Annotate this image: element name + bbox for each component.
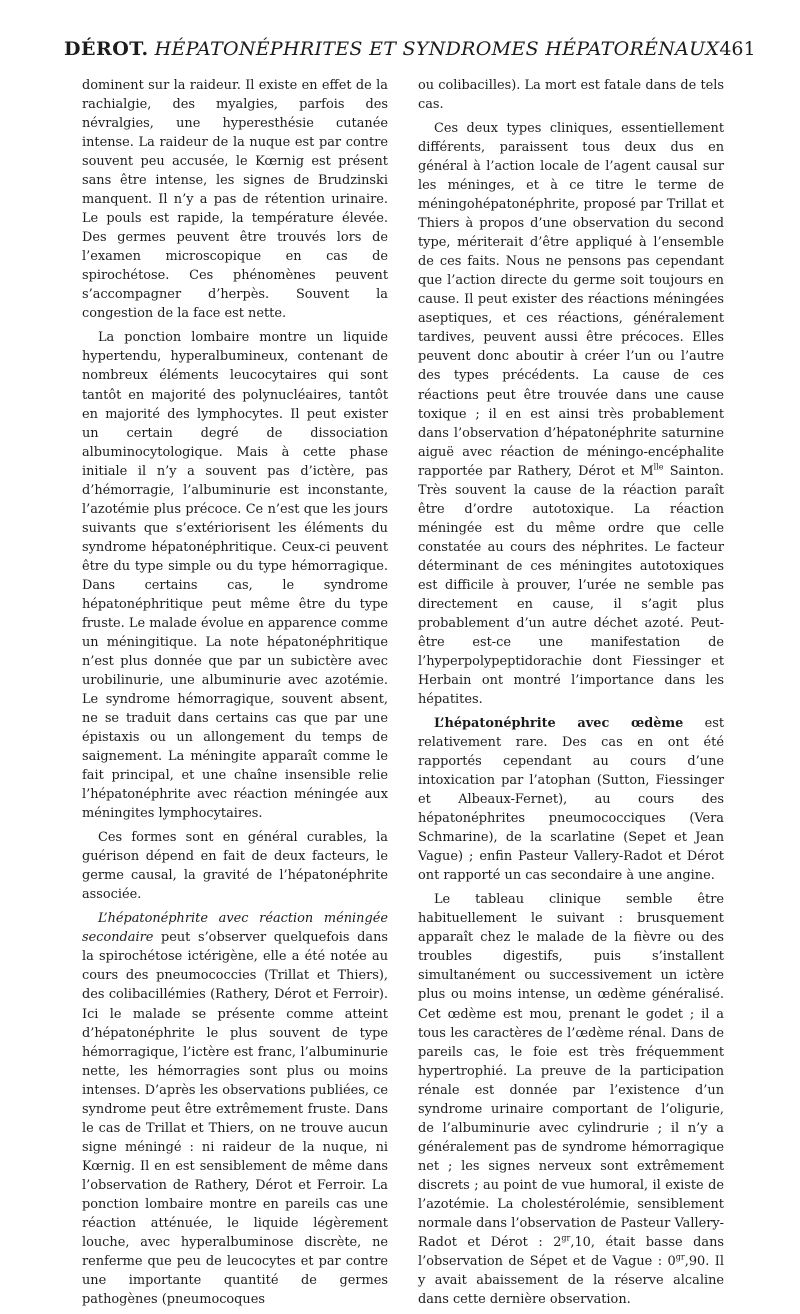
paragraph-text: Le tableau clinique semble être habituellement le suivant : brusquement apparaît chez le malade de la fièvre ou des troubles digestifs, puis s’installent simultanément ou successivement un ictère plus ou moins intense, un œdème généralisé. Cet œdème est mou, prenant le godet ; il a tous les caractères de l’œdème rénal. Dans de pareils cas, le foie est très fréquemment hypertrophié. La preuve de la participation rénale est donnée par l’existence d’un syndrome urinaire comportant de l’oligurie, de l’albuminurie avec cylindrurie ; il n’y a généralement pas de syndrome hémorragique net ; les signes nerveux sont extrêmement discrets ; au point de vue humoral, il existe de l’azotémie. La cholestérolémie, sensiblement normale dans l’observation de Pasteur Vallery-Radot et Dérot : 2 bbox=[418, 892, 724, 1250]
section-lead-meningee: L’hépatonéphrite avec réaction méningée secondaire bbox=[82, 911, 388, 946]
running-head bbox=[64, 38, 756, 68]
left-column bbox=[82, 76, 388, 1314]
page-number: 461 bbox=[719, 38, 756, 60]
paragraph bbox=[418, 714, 724, 885]
running-head-title: HÉPATONÉPHRITES ET SYNDROMES HÉPATORÉNAUX bbox=[154, 38, 720, 60]
superscript: lle bbox=[653, 462, 664, 472]
paragraph-text: ,10, était basse dans l’observation de Sépet et de Vague : 0 bbox=[418, 1234, 724, 1269]
paragraph bbox=[418, 119, 724, 709]
paragraph: Ces formes sont en général curables, la guérison dépend en fait de deux facteurs, le germe causal, la gravité de l’hépatonéphrite associée. bbox=[82, 830, 388, 903]
section-lead-oedeme: L’hépatonéphrite avec œdème bbox=[434, 716, 684, 732]
paragraph-text: est relativement rare. Des cas en ont été rapportés cependant au cours d’une intoxication par l’atophan (Sutton, Fiessinger et Albeaux-Fernet), au cours des hépatonéphrites pneumococciques (Vera Schmarine), de la scarlatine (Sepet et Jean Vague) ; enfin Pasteur Vallery-Radot et Dérot ont rapporté un cas secondaire à une angine. bbox=[418, 716, 724, 884]
paragraph bbox=[82, 909, 388, 1309]
running-head-author: DÉROT. bbox=[64, 38, 149, 60]
paragraph bbox=[418, 890, 724, 1309]
paragraph: La ponction lombaire montre un liquide hypertendu, hyperalbumineux, contenant de nombreux éléments leucocytaires qui sont tantôt en majorité des polynucléaires, tantôt en majorité des lymphocytes. Il peut exister un certain degré de dissociation albuminocytologique. Mais à cette phase initiale il n’y a souvent pas d’ictère, pas d’hémorragie, l’albuminurie est inconstante, l’azotémie plus précoce. Ce n’est que les jours suivants que s’extériorisent les éléments du syndrome hépatonéphritique. Ceux-ci peuvent être du type simple ou du type hémorragique. Dans certains cas, le syndrome hépatonéphritique peut même être du type fruste. Le malade évolue en apparence comme un méningitique. La note hépatonéphritique n’est plus donnée que par un subictère avec urobilinurie, une albuminurie avec azotémie. Le syndrome hémorragique, souvent absent, ne se traduit dans certains cas que par une épistaxis ou un allongement du temps de saignement. La méningite apparaît comme le fait principal, et une chaîne insensible relie l’hépatonéphrite avec réaction méningée aux méningites lymphocytaires. bbox=[82, 330, 388, 822]
paragraph: dominent sur la raideur. Il existe en effet de la rachialgie, des myalgies, parfois des névralgies, une hyperesthésie cutanée intense. La raideur de la nuque est par contre souvent peu accusée, le Kœrnig est présent sans être intense, les signes de Brudzinski manquent. Il n’y a pas de rétention urinaire. Le pouls est rapide, la température élevée. Des germes peuvent être trouvés lors de l’examen microscopique en cas de spirochétose. Ces phénomènes peuvent s’accompagner d’herpès. Souvent la congestion de la face est nette. bbox=[82, 78, 388, 322]
superscript: gr bbox=[675, 1252, 685, 1262]
superscript: gr bbox=[561, 1233, 571, 1243]
right-column bbox=[418, 76, 724, 1314]
paragraph-text: Ces deux types cliniques, essentiellement différents, paraissent tous deux dus en général à l’action locale de l’agent causal sur les méninges, et à ce titre le terme de méningohépatonéphrite, proposé par Trillat et Thiers à propos d’une observation du second type, mériterait d’être appliqué à l’ensemble de ces faits. Nous ne pensons pas cependant que l’action directe du germe soit toujours en cause. Il peut exister des réactions méningées aseptiques, et ces réactions, généralement tardives, peuvent aussi être précoces. Elles peuvent donc aboutir à créer l’un ou l’autre des types précédents. La cause de ces réactions peut être trouvée dans une cause toxique ; il en est ainsi très probablement dans l’observation d’hépatonéphrite saturnine aiguë avec réaction de méningo-encéphalite rapportée par Rathery, Dérot et M bbox=[418, 121, 724, 479]
paragraph-text: peut s’observer quelquefois dans la spirochétose ictérigène, elle a été notée au cours des pneumococcies (Trillat et Thiers), des colibacillémies (Rathery, Dérot et Ferroir). Ici le malade se présente comme atteint d’hépatonéphrite le plus souvent de type hémorragique, l’ictère est franc, l’albuminurie nette, les hémorragies sont plus ou moins intenses. D’après les observations publiées, ce syndrome peut être extrêmement fruste. Dans le cas de Trillat et Thiers, on ne trouve aucun signe méningé : ni raideur de la nuque, ni Kœrnig. Il en est sensiblement de même dans l’observation de Rathery, Dérot et Ferroir. La ponction lombaire montre en pareils cas une réaction atténuée, le liquide légèrement louche, avec hyperalbuminose discrète, ne renferme que peu de leucocytes et par contre une importante quantité de germes pathogènes (pneumocoques bbox=[82, 930, 388, 1307]
paragraph-text: ,90. Il y avait abaissement de la réserve alcaline dans cette dernière observation. bbox=[418, 1253, 724, 1307]
paragraph-text: Sainton. Très souvent la cause de la réaction paraît être d’ordre autotoxique. La réaction méningée est du même ordre que celle constatée au cours des néphrites. Le facteur déterminant de ces méningites autotoxiques est difficile à prouver, l’urée ne semble pas directement en cause, il s’agit plus probablement d’un autre déchet azoté. Peut-être est-ce une manifestation de l’hyperpolypeptidorachie dont Fiessinger et Herbain ont montré l’importance dans les hépatites. bbox=[418, 463, 724, 707]
paragraph: ou colibacilles). La mort est fatale dans de tels cas. bbox=[418, 78, 724, 113]
